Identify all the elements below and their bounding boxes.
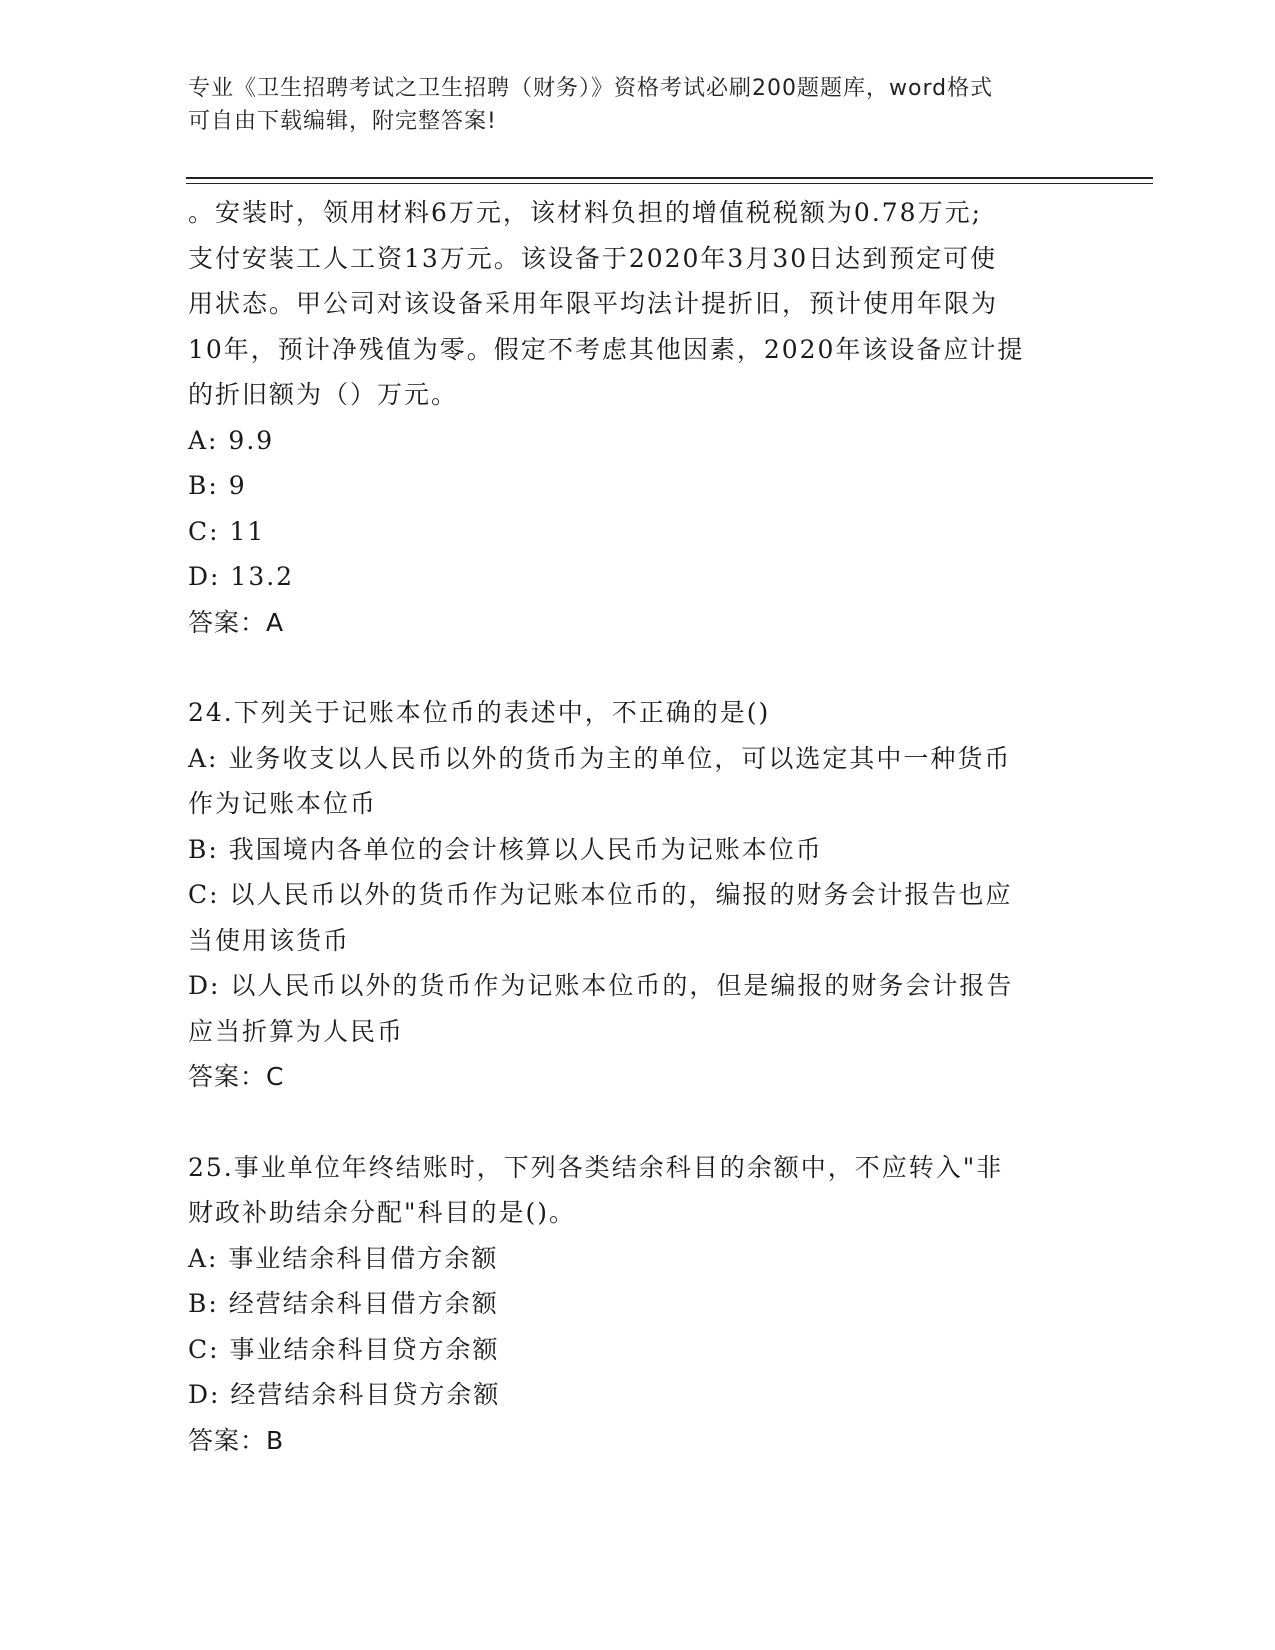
option-a: A: 9.9 (188, 425, 275, 455)
question-text-line: 24.下列关于记账本位币的表述中，不正确的是() (188, 698, 771, 727)
option-b: B: 经营结余科目借方余额 (188, 1289, 499, 1318)
answer: 答案：A (188, 607, 285, 637)
option-a: A: 业务收支以人民币以外的货币为主的单位，可以选定其中一种货币 (188, 743, 1012, 773)
document-body (188, 190, 1068, 1463)
question-text-line: 的折旧额为（）万元。 (188, 380, 459, 409)
option-d: D: 13.2 (188, 562, 295, 591)
question-text-line: 支付安装工人工资13万元。该设备于2020年3月30日达到预定可使 (188, 243, 998, 273)
question-text-line: 10年，预计净残值为零。假定不考虑其他因素，2020年该设备应计提 (188, 334, 1025, 364)
question-23 (188, 190, 1068, 645)
answer: 答案：C (188, 1062, 285, 1091)
question-text-line: 。安装时，领用材料6万元，该材料负担的增值税税额为0.78万元; (188, 198, 982, 227)
option-c-continued: 当使用该货币 (188, 925, 351, 955)
option-d: D: 经营结余科目贷方余额 (188, 1380, 501, 1409)
question-text-line: 25.事业单位年终结账时，下列各类结余科目的余额中，不应转入"非 (188, 1152, 1004, 1182)
spacer (188, 1100, 1068, 1145)
option-b: B: 我国境内各单位的会计核算以人民币为记账本位币 (188, 834, 823, 864)
header-divider-thick (186, 177, 1153, 179)
option-c: C: 11 (188, 516, 266, 546)
option-a: A: 事业结余科目借方余额 (188, 1243, 499, 1273)
answer: 答案：B (188, 1425, 285, 1455)
option-c: C: 以人民币以外的货币作为记账本位币的，编报的财务会计报告也应 (188, 880, 1013, 909)
spacer (188, 645, 1068, 690)
option-a-continued: 作为记账本位币 (188, 789, 378, 818)
option-d-continued: 应当折算为人民币 (188, 1016, 405, 1046)
option-c: C: 事业结余科目贷方余额 (188, 1334, 500, 1364)
header-line-2: 可自由下载编辑，附完整答案! (188, 109, 497, 134)
question-24 (188, 690, 1068, 1100)
option-b: B: 9 (188, 471, 247, 500)
header-line-1: 专业《卫生招聘考试之卫生招聘（财务）》资格考试必刷200题题库，word格式 (188, 76, 994, 101)
question-25 (188, 1145, 1068, 1464)
option-d: D: 以人民币以外的货币作为记账本位币的，但是编报的财务会计报告 (188, 971, 1014, 1000)
question-text-line: 用状态。甲公司对该设备采用年限平均法计提折旧，预计使用年限为 (188, 289, 999, 318)
header-divider-thin (186, 183, 1153, 184)
question-text-line: 财政补助结余分配"科目的是()。 (188, 1198, 577, 1227)
document-header (188, 72, 1068, 138)
